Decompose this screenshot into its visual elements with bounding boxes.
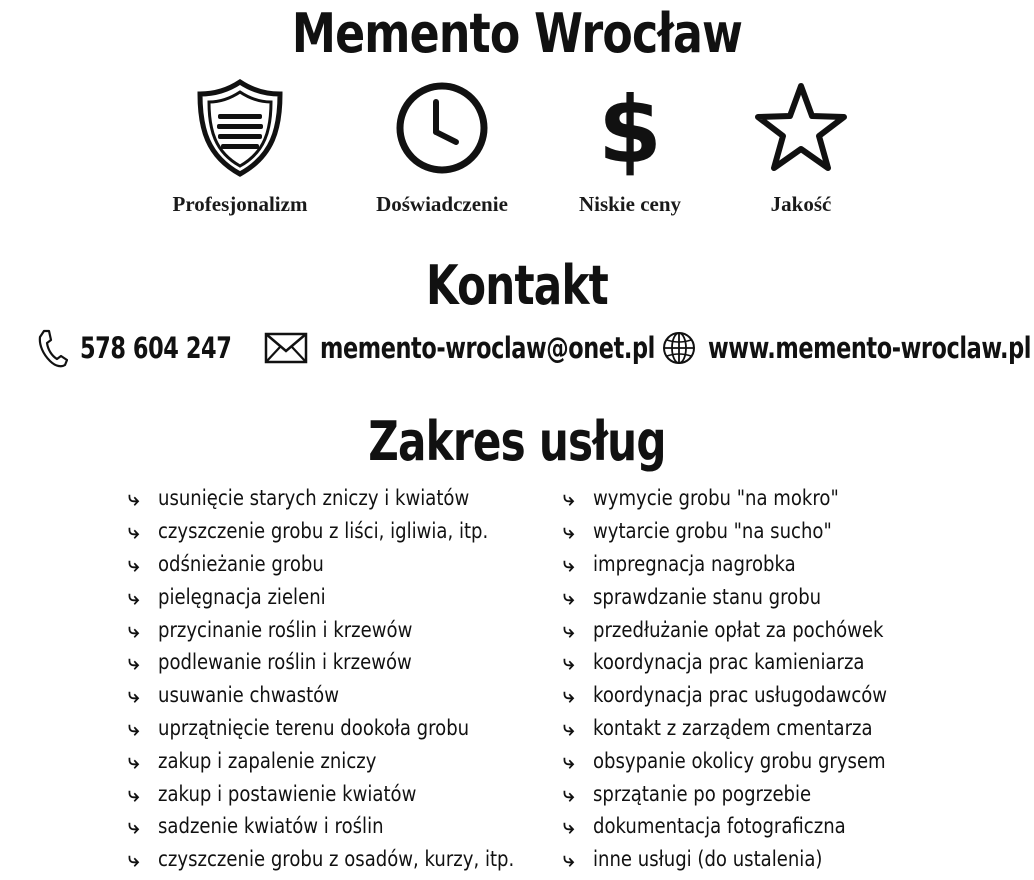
arrow-icon: ⤷ xyxy=(128,781,140,806)
services-heading: Zakres usług xyxy=(368,410,666,473)
list-item: ⤷ przedłużanie opłat za pochówek xyxy=(563,617,884,642)
list-item: ⤷ odśnieżanie grobu xyxy=(128,551,324,576)
arrow-icon: ⤷ xyxy=(563,650,575,675)
list-item: ⤷ przycinanie roślin i krzewów xyxy=(128,617,413,642)
list-item: ⤷ pielęgnacja zieleni xyxy=(128,584,326,609)
contact-email[interactable] xyxy=(264,326,709,370)
globe-icon xyxy=(662,331,696,365)
list-item: ⤷ dokumentacja fotograficzna xyxy=(563,814,846,839)
page-title: Memento Wrocław xyxy=(291,2,743,65)
dollar-icon xyxy=(580,78,680,178)
arrow-icon: ⤷ xyxy=(563,748,575,773)
website-url[interactable]: www.memento-wroclaw.pl xyxy=(708,331,1032,365)
feature-professionalism xyxy=(140,78,340,217)
list-item: ⤷ zakup i postawienie kwiatów xyxy=(128,781,417,806)
list-item: ⤷ impregnacja nagrobka xyxy=(563,551,796,576)
arrow-icon: ⤷ xyxy=(563,715,575,740)
arrow-icon: ⤷ xyxy=(128,650,140,675)
arrow-icon: ⤷ xyxy=(128,715,140,740)
arrow-icon: ⤷ xyxy=(128,617,140,642)
arrow-icon: ⤷ xyxy=(563,584,575,609)
email-address[interactable]: memento-wroclaw@onet.pl xyxy=(320,331,655,365)
feature-label: Niskie ceny xyxy=(578,192,682,216)
arrow-icon: ⤷ xyxy=(563,486,575,511)
arrow-icon: ⤷ xyxy=(128,847,140,872)
contact-website[interactable] xyxy=(662,326,1034,370)
list-item: ⤷ sprzątanie po pogrzebie xyxy=(563,781,812,806)
arrow-icon: ⤷ xyxy=(563,519,575,544)
arrow-icon: ⤷ xyxy=(128,551,140,576)
contact-heading: Kontakt xyxy=(425,254,609,317)
envelope-icon xyxy=(264,332,308,364)
list-item: ⤷ inne usługi (do ustalenia) xyxy=(563,847,823,872)
arrow-icon: ⤷ xyxy=(128,486,140,511)
contact-phone[interactable] xyxy=(36,326,256,370)
services-list-right xyxy=(563,482,935,876)
list-item: ⤷ sadzenie kwiatów i roślin xyxy=(128,814,384,839)
phone-number[interactable]: 578 604 247 xyxy=(80,331,232,365)
list-item: ⤷ wytarcie grobu "na sucho" xyxy=(563,519,832,544)
feature-label: Jakość xyxy=(770,192,832,216)
arrow-icon: ⤷ xyxy=(563,814,575,839)
svg-text:$: $ xyxy=(597,78,663,178)
arrow-icon: ⤷ xyxy=(563,781,575,806)
list-item: ⤷ sprawdzanie stanu grobu xyxy=(563,584,822,609)
arrow-icon: ⤷ xyxy=(128,814,140,839)
list-item: ⤷ kontakt z zarządem cmentarza xyxy=(563,715,873,740)
arrow-icon: ⤷ xyxy=(563,683,575,708)
list-item: ⤷ usuwanie chwastów xyxy=(128,683,339,708)
arrow-icon: ⤷ xyxy=(128,683,140,708)
services-list-left xyxy=(128,482,572,876)
shield-icon xyxy=(195,78,285,178)
feature-low-prices xyxy=(530,78,730,217)
feature-experience xyxy=(342,78,542,217)
list-item: ⤷ czyszczenie grobu z liści, igliwia, itp. xyxy=(128,519,489,544)
feature-quality xyxy=(701,78,901,217)
list-item: ⤷ uprzątnięcie terenu dookoła grobu xyxy=(128,715,470,740)
list-item: ⤷ podlewanie roślin i krzewów xyxy=(128,650,412,675)
clock-icon xyxy=(392,78,492,178)
list-item: ⤷ koordynacja prac kamieniarza xyxy=(563,650,865,675)
star-icon xyxy=(751,78,851,178)
arrow-icon: ⤷ xyxy=(128,584,140,609)
arrow-icon: ⤷ xyxy=(563,617,575,642)
list-item: ⤷ wymycie grobu "na mokro" xyxy=(563,486,839,511)
arrow-icon: ⤷ xyxy=(128,748,140,773)
arrow-icon: ⤷ xyxy=(563,551,575,576)
list-item: ⤷ czyszczenie grobu z osadów, kurzy, itp. xyxy=(128,847,515,872)
feature-label: Profesjonalizm xyxy=(172,192,308,216)
phone-icon xyxy=(36,328,68,368)
list-item: ⤷ obsypanie okolicy grobu grysem xyxy=(563,748,886,773)
arrow-icon: ⤷ xyxy=(563,847,575,872)
feature-label: Doświadczenie xyxy=(376,192,508,216)
list-item: ⤷ usunięcie starych zniczy i kwiatów xyxy=(128,486,470,511)
list-item: ⤷ zakup i zapalenie zniczy xyxy=(128,748,377,773)
arrow-icon: ⤷ xyxy=(128,519,140,544)
list-item: ⤷ koordynacja prac usługodawców xyxy=(563,683,888,708)
